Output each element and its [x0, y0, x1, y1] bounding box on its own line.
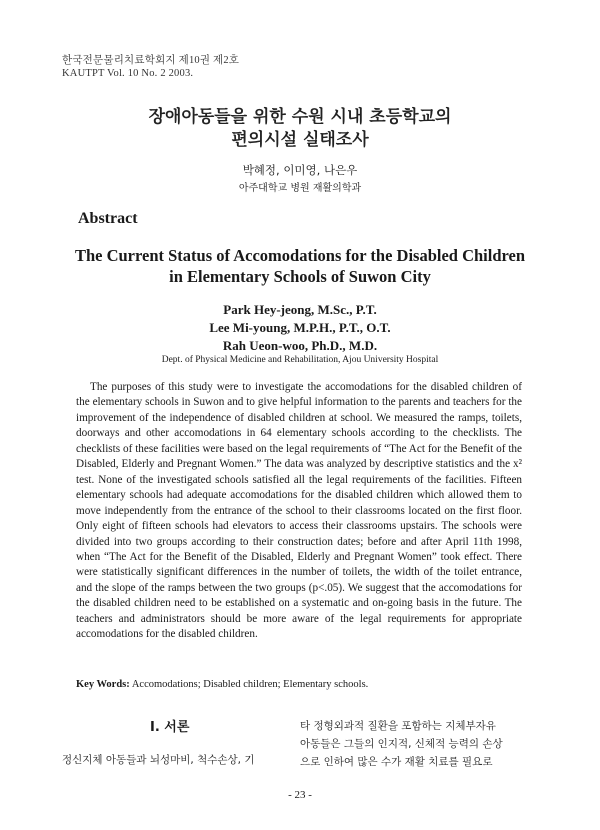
- abstract-body: The purposes of this study were to investigate the accomodations for the disabled children of the elementary schools in Suwon and to give helpful information to the parents and teachers for the improvement of the independence of disabled children at school. We measured the ramps, toilets, doorways and other accomodations in 64 elementary schools according to the checklists. The checklists of these facilities were based on the legal requirements of “The Act for the Benefit of the Disabled, Elderly and Pregnant Women.” The data was analyzed by descriptive statistics and the x² test. None of the investigated schools satisfied all the legal requirements of the facilities. Fifteen elementary schools had adequate accomodations for the disabled children which allowed them to move independently from the entrance of the school to their classrooms located on the first floor. Only eight of fifteen schools had elevators to access their classrooms upstairs. The schools were divided into two groups according to their construction dates; before and after April 11th 1998, when “The Act for the Benefit of the Disabled, Elderly and Pregnant Women” took effect. There were statistically significant differences in the number of toilets, the width of the toilet entrance, and the slope of the ramps between the two groups (p<.05). We suggest that the accomodations for the disabled children need to be established on a systematic and on-going basis in the future. The teachers and administrators should be more aware of the legal requirements for appropriate accomodations for the disabled children.: [76, 381, 522, 641]
- journal-citation: KAUTPT Vol. 10 No. 2 2003.: [62, 68, 194, 79]
- korean-title-line-2: 편의시설 실태조사: [231, 130, 369, 150]
- korean-authors: 박혜정, 이미영, 나은우: [242, 163, 358, 177]
- section-heading-introduction: Ⅰ. 서론: [150, 720, 190, 735]
- english-title-line-2: in Elementary Schools of Suwon City: [169, 267, 431, 286]
- author-3: Rah Ueon-woo, Ph.D., M.D.: [222, 338, 378, 353]
- author-1: Park Hey-jeong, M.Sc., P.T.: [223, 302, 377, 317]
- intro-right-column-line-1: 타 정형외과적 질환을 포함하는 지체부자유: [300, 720, 496, 732]
- intro-right-column-line-3: 으로 인하여 많은 수가 재활 치료를 필요로: [300, 756, 493, 768]
- keywords-value: Accomodations; Disabled children; Elementary schools.: [129, 679, 369, 690]
- abstract-heading: Abstract: [78, 210, 138, 227]
- author-2: Lee Mi-young, M.P.H., P.T., O.T.: [209, 320, 391, 335]
- english-title-line-1: The Current Status of Accomodations for the Disabled Children: [74, 246, 526, 265]
- keywords-label: Key Words:: [76, 679, 130, 690]
- page-number: - 23 -: [288, 789, 312, 801]
- intro-left-column-line: 정신지체 아동들과 뇌성마비, 척수손상, 기: [62, 754, 255, 766]
- english-affiliation: Dept. of Physical Medicine and Rehabilitation, Ajou University Hospital: [161, 355, 439, 365]
- keywords: [76, 679, 368, 690]
- korean-title-line-1: 장애아동들을 위한 수원 시내 초등학교의: [148, 107, 452, 127]
- journal-name-korean: 한국전문물리치료학회지 제10권 제2호: [62, 55, 240, 66]
- korean-affiliation: 아주대학교 병원 재활의학과: [238, 183, 362, 194]
- intro-right-column-line-2: 아동들은 그들의 인지적, 신체적 능력의 손상: [300, 738, 503, 750]
